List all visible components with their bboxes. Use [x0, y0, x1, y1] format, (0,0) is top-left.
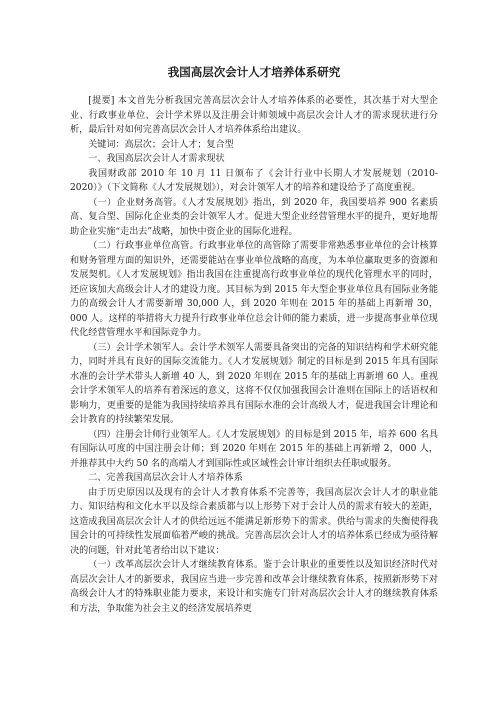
section2-subsection-1-paragraph: （一）改革高层次会计人才继续教育体系。鉴于会计职业的重要性以及知识经济时代对高层次会计人才的新要求，我国应当进一步完善和改革会计继续教育体系，按照新形势下对高级会计人才的特殊职业能力要求，来设计和实施专门针对高层次会计人才的继续教育体系和方法，争取能为社会主义的经济发展培养更: [70, 560, 438, 614]
subsection-2-paragraph: （二）行政事业单位高管。行政事业单位的高管除了需要非常熟悉事业单位的会计核算和财务管理方面的知识外，还需要能站在事业单位战略的高度，为本单位赢取更多的资源和发展契机。《人才发展规划》指出我国在注重提高行政事业单位的现代化管理水平的同时，还应该加大高级会计人才的建设力度。其目标为到 2015 年大型企事业单位具有国际业务能力的高级会计人才需要新增 30,000 人，到 2020 年则在 2015 年的基础上再新增 30，000 人。这样的举措将大力提升行政事业单位总会计师的能力素质，进一步提高事业单位现代化经营管理水平和国际竞争力。: [70, 241, 438, 338]
page-title: 我国高层次会计人才培养体系研究: [167, 65, 341, 79]
subsection-3-paragraph: （三）会计学术领军人。会计学术领军人需要具备突出的完备的知识结构和学术研究能力，同时并具有良好的国际交流能力。《人才发展规划》制定的目标是到 2015 年具有国际水准的会计学术带头人新增 40 人，到 2020 年则在 2015 年的基础上再新增 60 人。重视会计学术领军人的培养有着深远的意义，这将不仅仅加强我国会计准则在国际上的话语权和影响力，更重要的是能为我国持续培养具有国际水准的会计高级人才，促进我国会计理论和会计教育的持续繁荣发展。: [70, 342, 438, 425]
section1-intro-paragraph: 我国财政部 2010 年 10 月 11 日颁布了《会计行业中长期人才发展规划（2010-2020）》（下文简称《人才发展规划》），对会计领军人才的培养和建设给予了高度重视。: [70, 168, 438, 193]
section2-intro-paragraph: 由于历史原因以及现有的会计人才教育体系不完善等，我国高层次会计人才的职业能力、知识结构和文化水平以及综合素质都与以上形势下对于会计人员的需求有较大的差距，这造成我国高层次会计人才的供给远远不能满足新形势下的需求。供给与需求的失衡使得我国会计的可持续性发展面临着严峻的挑战。完善高层次会计人才的培养体系已经成为亟待解决的问题，针对此笔者给出以下建议：: [70, 487, 438, 556]
subsection-1-paragraph: （一）企业财务高管。《人才发展规划》指出，到 2020 年，我国要培养 900 名素质高、复合型、国际化企业类的会计领军人才。促进大型企业经营管理水平的提升，更好地帮助企业实施“走出去”战略，加快中资企业的国际化进程。: [70, 197, 438, 237]
subsection-4-paragraph: （四）注册会计师行业领军人。《人才发展规划》的目标是到 2015 年，培养 600 名具有国际认可度的中国注册会计师；到 2020 年则在 2015 年的基础上再新增 2，000 人，并推荐其中大约 50 名的高端人才到国际性或区域性会计审计组织去任职或服务。: [70, 429, 438, 469]
abstract-paragraph: [提要] 本文首先分析我国完善高层次会计人才培养体系的必要性，其次基于对大型企业、行政事业单位、会计学术界以及注册会计师领域中高层次会计人才的需求现状进行分析，最后针对如何完善高层次会计人才培养体系给出建议。: [70, 96, 438, 135]
section-heading-1: 一、我国高层次会计人才需求现状: [88, 154, 225, 164]
section-heading-2: 二、完善我国高层次会计人才培养体系: [88, 473, 243, 483]
keywords-line: 关键词：高层次；会计人才；复合型: [88, 139, 234, 150]
